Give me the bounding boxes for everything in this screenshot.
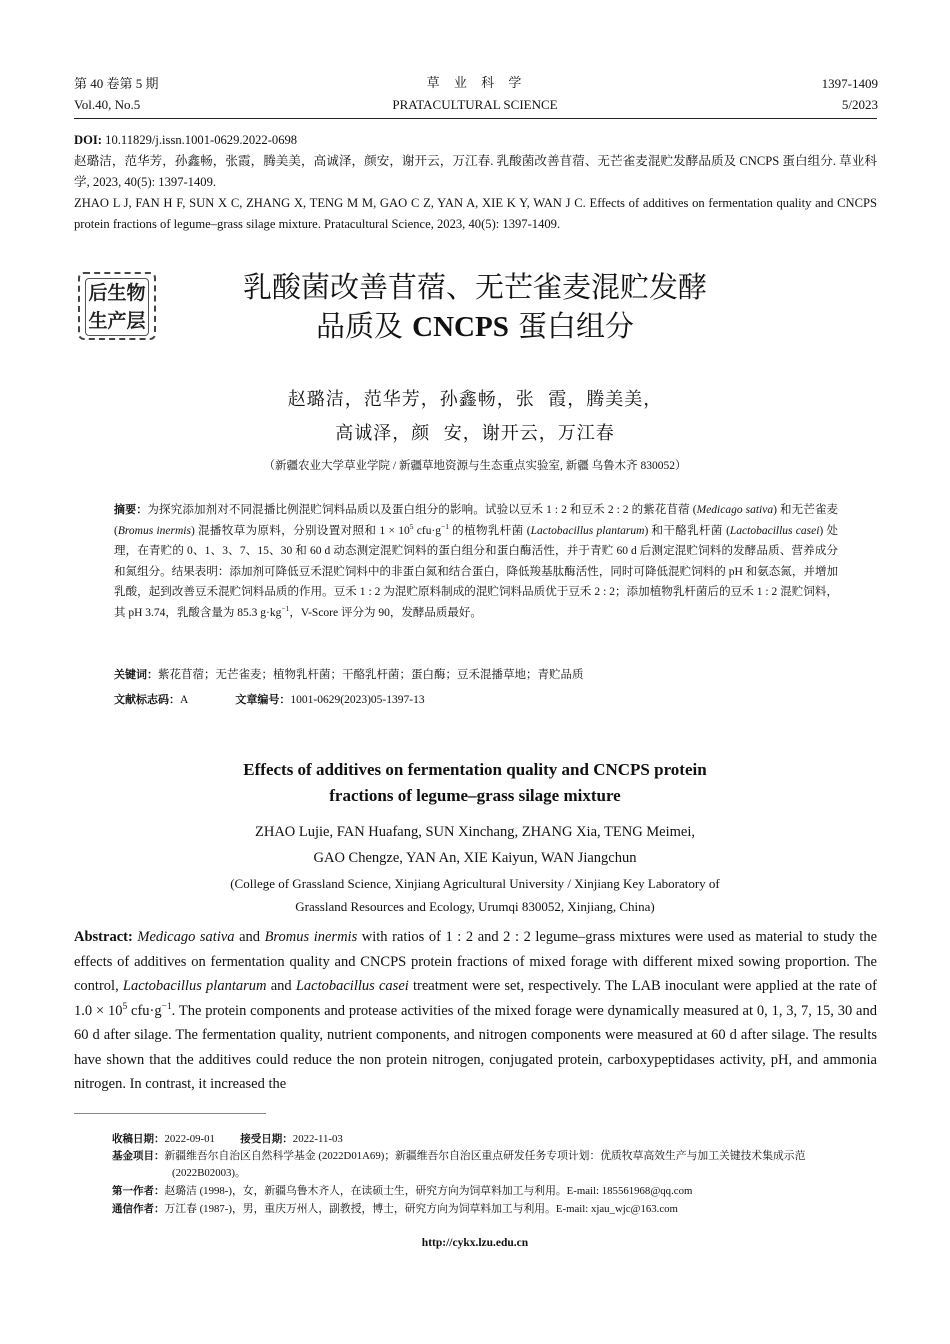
en-affiliation-line-1: (College of Grassland Science, Xinjiang Agricultural University / Xinjiang Key Laboratory of <box>230 876 720 891</box>
cn-abstract-text: ) 处理，在青贮的 0、1、3、7、15、30 和 60 d 动态测定混贮饲料的蛋白组分和蛋白酶活性，并于青贮 60 d 后测定混贮饲料的发酵品质、营养成分和氮组分。结果表明：添加剂可降低豆禾混贮饲料中的非蛋白氮和结合蛋白，降低羧基肽酶活性，同时可降低混贮饲料的 pH 和氨态氮，并增加乳酸，起到改善豆禾混贮饲料品质的作用。豆禾 1 : 2 为混贮原料制成的混贮饲料品质优于豆禾 2 : 2；添加植物乳杆菌后的豆禾 1 : 2 混贮饲料，其 pH 3.74，乳酸含量为 85.3 g·kg <box>114 524 838 619</box>
species-name: Lactobacillus plantarum <box>122 978 267 994</box>
en-abstract-text: and <box>234 929 265 945</box>
en-abstract-label: Abstract: <box>74 929 133 945</box>
article-no: 1001-0629(2023)05-1397-13 <box>290 694 425 706</box>
superscript: −1 <box>161 1001 172 1012</box>
citation-en: ZHAO L J, FAN H F, SUN X C, ZHANG X, TENG M M, GAO C Z, YAN A, XIE K Y, WAN J C. Effects of additives on fermentation quality and CNCPS protein fractions of legume–grass silage mixture. Pratacultural Science, 2023, 40(5): 1397-1409. <box>74 196 877 231</box>
en-abstract <box>74 925 877 1097</box>
species-name: Medicago sativa <box>137 929 235 945</box>
doi-link[interactable]: 10.11829/j.issn.1001-0629.2022-0698 <box>105 133 298 147</box>
cn-authors-line-1: 赵璐洁，范华芳，孙鑫畅，张 霞，腾美美， <box>287 389 663 410</box>
en-affiliation-line-2: Grassland Resources and Ecology, Urumqi 830052, Xinjiang, China) <box>295 899 655 914</box>
footnote-divider <box>74 1113 266 1114</box>
cn-abstract-text: cfu·g <box>413 524 442 537</box>
page-range: 1397-1409 <box>821 76 878 91</box>
species-name: Bromus inermis <box>264 929 358 945</box>
cn-abstract-text: ) 和无芒雀麦 ( <box>114 504 838 537</box>
badge-frame <box>85 278 149 336</box>
cn-abstract-text: ) 混播牧草为原料，分别设置对照和 1 × 10 <box>190 524 410 537</box>
cn-title-line-2 <box>160 307 790 346</box>
superscript: 5 <box>122 1001 128 1012</box>
footnote-fund <box>112 1148 878 1182</box>
en-abstract-text: cfu·g <box>127 1002 162 1019</box>
species-name: Bromus inermis <box>117 524 191 537</box>
article-no-label: 文章编号： <box>235 693 291 706</box>
fund-label: 基金项目： <box>112 1150 165 1162</box>
doi-label: DOI: <box>74 133 102 147</box>
citation-block <box>74 130 877 235</box>
cn-title-cncps: CNCPS <box>412 311 509 343</box>
superscript: −1 <box>441 521 449 531</box>
first-author-text: 赵璐洁 (1998-)，女，新疆乌鲁木齐人，在读硕士生，研究方向为饲草料加工与利用。E-mail: 185561968@qq.com <box>164 1185 693 1197</box>
keywords-label: 关键词： <box>114 668 158 681</box>
en-title-line-1: Effects of additives on fermentation quality and CNCPS protein <box>243 760 707 779</box>
cn-abstract-label: 摘要： <box>114 503 148 516</box>
doc-code: A <box>180 694 188 706</box>
journal-name-cn: 草 业 科 学 <box>426 76 524 91</box>
en-abstract-text: treatment were set, respectively. The LAB inoculant were applied at the rate of 1.0 × 10 <box>74 978 877 1019</box>
cn-authors-line-2: 高诚泽，颜 安，谢开云，万江春 <box>335 423 615 444</box>
footnote-corresponding <box>112 1201 878 1218</box>
en-abstract-text: with ratios of 1 : 2 and 2 : 2 legume–grass mixtures were used as material to study the effects of additives on fermentation quality and CNCPS protein fractions of mixed forage with different mixed sowing proportion. The control, <box>74 929 878 994</box>
cn-abstract-text: ，V-Score 评分为 90，发酵品质最好。 <box>289 606 482 619</box>
cn-abstract-text: 的植物乳杆菌 ( <box>449 524 531 537</box>
superscript: 5 <box>409 521 414 531</box>
species-name: Medicago sativa <box>696 504 774 516</box>
badge-line-1: 后生物 <box>88 282 146 304</box>
en-title-line-2: fractions of legume–grass silage mixture <box>329 786 621 805</box>
journal-name-en: PRATACULTURAL SCIENCE <box>392 97 558 112</box>
corresponding-label: 通信作者： <box>112 1203 165 1215</box>
doc-code-label: 文献标志码： <box>114 693 180 706</box>
cn-title-line-1: 乳酸菌改善苜蓿、无芒雀麦混贮发酵 <box>242 270 707 304</box>
species-name: Lactobacillus plantarum <box>530 524 645 537</box>
footnote-dates <box>112 1131 878 1148</box>
en-authors-line-2: GAO Chengze, YAN An, XIE Kaiyun, WAN Jiangchun <box>313 850 637 866</box>
citation-cn: 赵璐洁，范华芳，孙鑫畅，张霞，腾美美，高诚泽，颜安，谢开云，万江春. 乳酸菌改善苜蓿、无芒雀麦混贮发酵品质及 CNCPS 蛋白组分. 草业科学, 2023, 40(5): 1397-1409. <box>74 154 877 189</box>
species-name: Lactobacillus casei <box>729 524 820 537</box>
en-authors-line-1: ZHAO Lujie, FAN Huafang, SUN Xinchang, ZHANG Xia, TENG Meimei, <box>254 824 696 840</box>
cn-title-part-c: 蛋白组分 <box>508 309 635 343</box>
fund-text: 新疆维吾尔自治区自然科学基金 (2022D01A69)；新疆维吾尔自治区重点研发任务专项计划：优质牧草高效生产与加工关键技术集成示范 (2022B02003)。 <box>164 1150 806 1179</box>
en-abstract-text: and <box>266 978 296 994</box>
journal-issue-cn: 第 40 卷第 5 期 <box>74 76 159 91</box>
first-author-label: 第一作者： <box>112 1185 165 1197</box>
cn-title-part-a: 品质及 <box>315 309 413 343</box>
journal-issue-en: Vol.40, No.5 <box>74 97 141 112</box>
keywords-text: 紫花苜蓿；无芒雀麦；植物乳杆菌；干酪乳杆菌；蛋白酶；豆禾混播草地；青贮品质 <box>158 669 584 681</box>
footnote-first-author <box>112 1183 878 1200</box>
en-abstract-text: . The protein components and protease activities of the mixed forage were dynamically measured at 0, 1, 3, 7, 15, 30 and 60 d after silage. The fermentation quality, nutrient components, and nitrogen components were measured at 60 d after silage. The results have shown that the additives could reduce the non protein nitrogen, conjugated protein, carboxypeptidases activity, pH, and ammonia nitrogen. In contrast, it increased the <box>74 1002 877 1092</box>
received-label: 收稿日期： <box>112 1133 165 1145</box>
species-name: Lactobacillus casei <box>295 978 409 994</box>
cn-abstract <box>114 500 838 623</box>
received-date: 2022-09-01 <box>164 1133 215 1145</box>
post-bio-production-layer-badge <box>78 272 156 340</box>
header-divider <box>74 118 877 119</box>
issue-date: 5/2023 <box>841 97 878 112</box>
accepted-date: 2022-11-03 <box>292 1133 343 1145</box>
cn-abstract-text: 为探究添加剂对不同混播比例混贮饲料品质以及蛋白组分的影响。试验以豆禾 1 : 2 和豆禾 2 : 2 的紫花苜蓿 ( <box>147 504 697 516</box>
cn-abstract-text: ) 和干酪乳杆菌 ( <box>644 524 730 537</box>
badge-line-2: 生产层 <box>88 310 146 332</box>
corresponding-text: 万江春 (1987-)，男，重庆万州人，副教授，博士，研究方向为饲草料加工与利用。E-mail: xjau_wjc@163.com <box>164 1203 678 1215</box>
accepted-label: 接受日期： <box>240 1133 293 1145</box>
cn-affiliation: （新疆农业大学草业学院 / 新疆草地资源与生态重点实验室, 新疆 乌鲁木齐 830052） <box>263 460 687 472</box>
cn-keywords <box>114 665 838 686</box>
doi-line <box>74 130 877 151</box>
journal-url-link[interactable]: http://cykx.lzu.edu.cn <box>421 1237 529 1249</box>
superscript: −1 <box>281 603 290 613</box>
doc-code-line <box>114 690 838 711</box>
